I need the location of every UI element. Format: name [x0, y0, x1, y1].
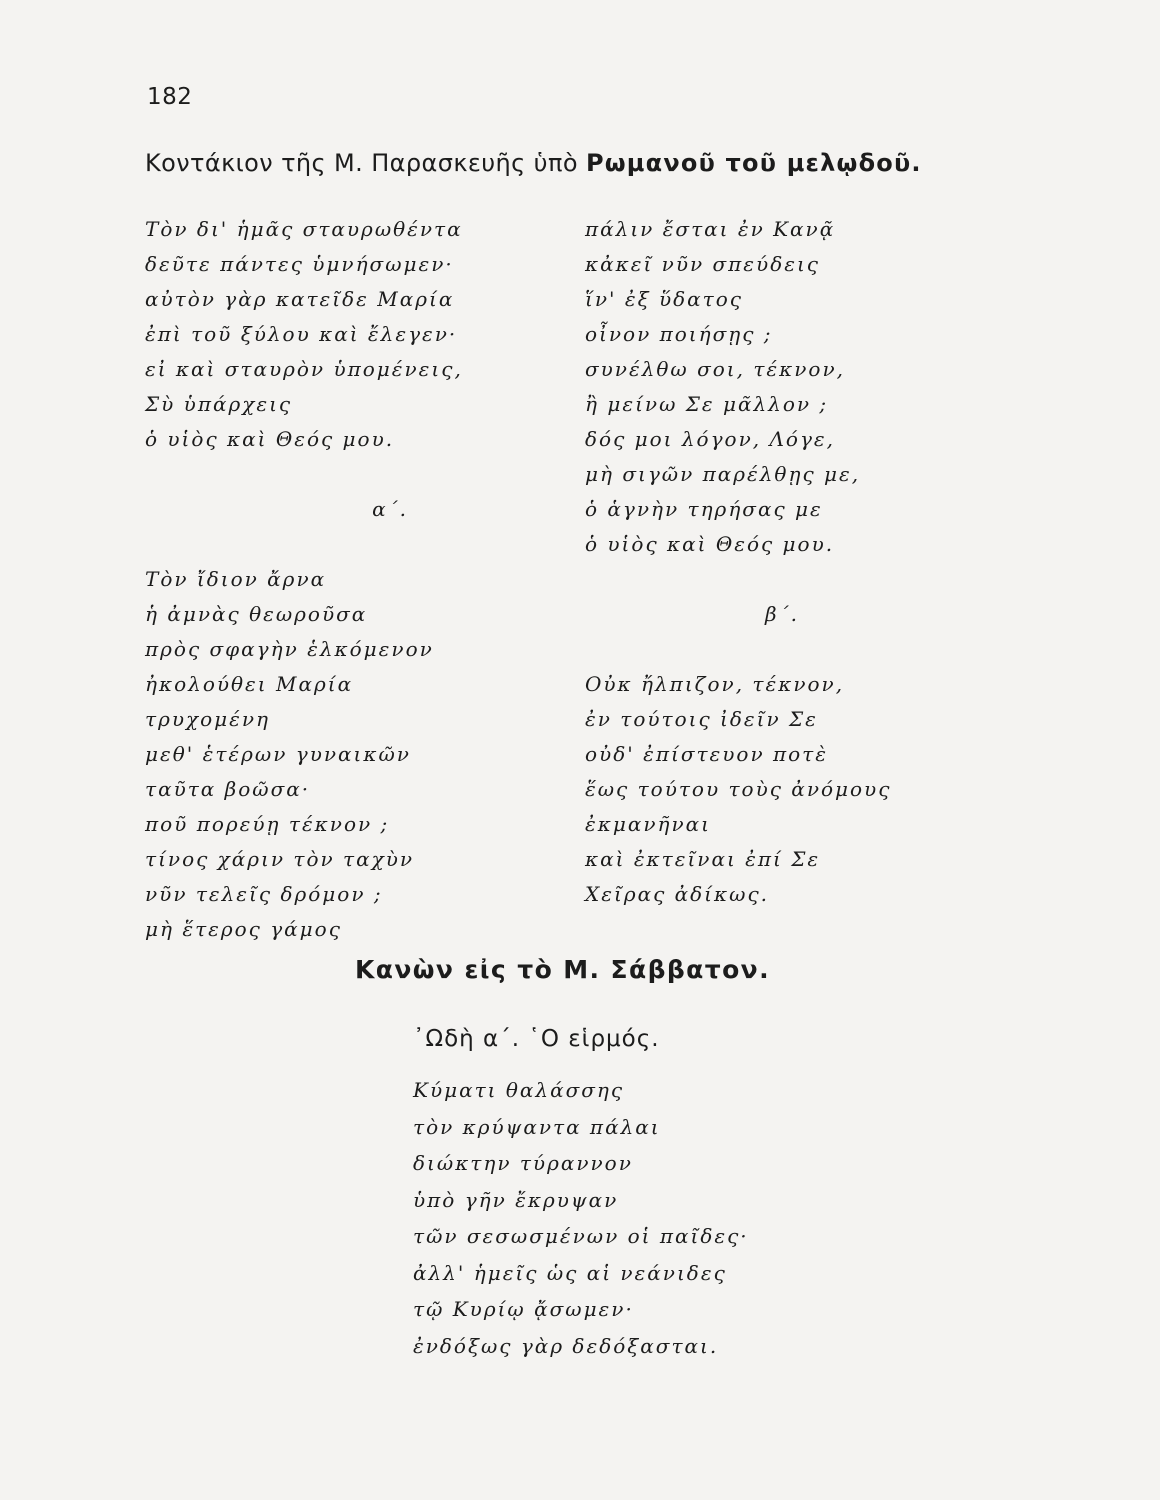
heading-author: Ρωμανοῦ τοῦ μελῳδοῦ.	[585, 149, 922, 177]
verse-line: συνέλθω σοι, τέκνον,	[585, 357, 845, 381]
verse-line: Τὸν ἴδιον ἄρνα	[145, 567, 327, 591]
page-heading	[145, 149, 922, 177]
verse-line: ὁ υἱὸς καὶ Θεός μου.	[145, 427, 395, 451]
verse-line: τὸν κρύψαντα πάλαι	[413, 1114, 661, 1139]
verse-line: ἵν' ἐξ ὕδατος	[585, 287, 743, 311]
verse-line: τρυχομένη	[145, 707, 271, 731]
verse-line: οἶνον ποιήσῃς ;	[585, 322, 773, 346]
verse-line: νῦν τελεῖς δρόμον ;	[145, 882, 383, 906]
verse-line: οὐδ' ἐπίστευον ποτὲ	[585, 742, 828, 766]
verse-line: ὁ υἱὸς καὶ Θεός μου.	[585, 532, 835, 556]
verse-line: μὴ σιγῶν παρέλθῃς με,	[585, 462, 861, 486]
verse-line: δός μοι λόγον, Λόγε,	[585, 427, 835, 451]
verse-line: Σὺ ὑπάρχεις	[145, 392, 293, 416]
right-column	[585, 212, 1005, 912]
verse-line: τῷ Κυρίῳ ᾄσωμεν·	[413, 1297, 634, 1321]
verse-line: ταῦτα βοῶσα·	[145, 777, 311, 801]
verse-line: ὁ ἁγνὴν τηρήσας με	[585, 497, 823, 521]
verse-line: κἀκεῖ νῦν σπεύδεις	[585, 252, 821, 276]
verse-line: μὴ ἕτερος γάμος	[145, 917, 342, 941]
verse-line: Κύματι θαλάσσης	[413, 1078, 625, 1102]
verse-line: ἕως τούτου τοὺς ἀνόμους	[585, 777, 892, 801]
verse-line: δεῦτε πάντες ὑμνήσωμεν·	[145, 252, 454, 276]
verse-line: τίνος χάριν τὸν ταχὺν	[145, 847, 415, 871]
verse-line: ἀλλ' ἡμεῖς ὡς αἱ νεάνιδες	[413, 1260, 727, 1285]
ode-title: ᾿Ωδὴ α΄. ῾Ο εἱρμός.	[413, 1026, 660, 1052]
verse-line: ὑπὸ γῆν ἔκρυψαν	[413, 1187, 619, 1212]
verse-line: ἐνδόξως γὰρ δεδόξασται.	[413, 1333, 719, 1358]
verse-line: Οὐκ ἤλπιζον, τέκνον,	[585, 672, 845, 696]
spacer	[145, 527, 545, 562]
verse-line: πρὸς σφαγὴν ἑλκόμενον	[145, 637, 434, 661]
left-column	[145, 212, 545, 947]
verse-line: Χεῖρας ἀδίκως.	[585, 882, 770, 906]
ode-text	[413, 1072, 863, 1364]
page-number: 182	[147, 84, 193, 110]
verse-line: εἰ καὶ σταυρὸν ὑπομένεις,	[145, 357, 463, 381]
verse-line: ἡ ἀμνὰς θεωροῦσα	[145, 602, 368, 626]
stanza-label: β΄.	[765, 602, 799, 626]
verse-line: μεθ' ἑτέρων γυναικῶν	[145, 742, 411, 766]
heading-text: Κοντάκιον τῆς Μ. Παρασκευῆς ὑπὸ	[145, 149, 586, 177]
verse-line: καὶ ἐκτεῖναι ἐπί Σε	[585, 847, 821, 871]
verse-line: πάλιν ἔσται ἐν Κανᾷ	[585, 217, 836, 241]
verse-line: ἢ μείνω Σε μᾶλλον ;	[585, 392, 829, 416]
spacer	[145, 457, 545, 492]
verse-line: τῶν σεσωσμένων οἱ παῖδες·	[413, 1224, 749, 1248]
spacer	[585, 562, 1005, 597]
verse-line: ἐκμανῆναι	[585, 812, 711, 836]
spacer	[585, 632, 1005, 667]
verse-line: ἐπὶ τοῦ ξύλου καὶ ἔλεγεν·	[145, 322, 458, 346]
verse-line: ἐν τούτοις ἰδεῖν Σε	[585, 707, 818, 731]
verse-line: αὐτὸν γὰρ κατεῖδε Μαρία	[145, 287, 455, 311]
verse-line: Τὸν δι' ἡμᾶς σταυρωθέντα	[145, 217, 463, 241]
stanza-label: α΄.	[372, 497, 408, 521]
verse-line: ποῦ πορεύῃ τέκνον ;	[145, 812, 390, 836]
verse-line: ἠκολούθει Μαρία	[145, 672, 354, 696]
verse-line: διώκτην τύραννον	[413, 1151, 633, 1175]
section-title: Κανὼν εἰς τὸ Μ. Σάββατον.	[355, 955, 771, 984]
